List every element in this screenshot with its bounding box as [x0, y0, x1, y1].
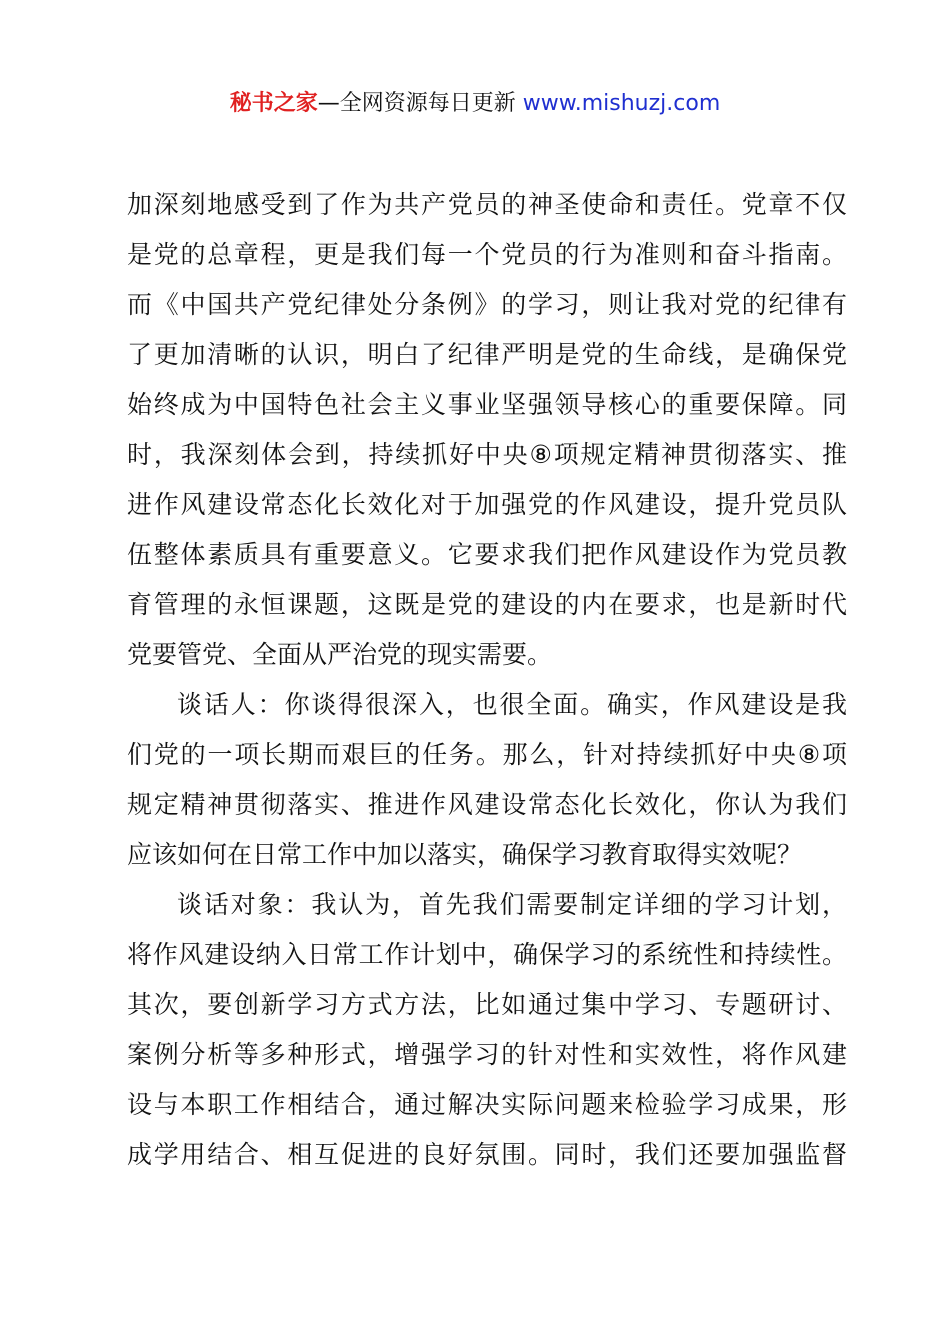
text-line: 始终成为中国特色社会主义事业坚强领导核心的重要保障。同 — [127, 390, 847, 419]
paragraph-first-line: 谈话对象：我认为，首先我们需要制定详细的学习计划， — [177, 890, 847, 919]
text-line: 规定精神贯彻落实、推进作风建设常态化长效化，你认为我们 — [127, 790, 847, 819]
text-line: 案例分析等多种形式，增强学习的针对性和实效性，将作风建 — [127, 1040, 847, 1069]
text-line: 成学用结合、相互促进的良好氛围。同时，我们还要加强监督 — [127, 1140, 847, 1169]
text-line: 时，我深刻体会到，持续抓好中央⑧项规定精神贯彻落实、推 — [127, 440, 847, 469]
brand-name: 秘书之家 — [229, 91, 318, 116]
text-line: 党要管党、全面从严治党的现实需要。 — [127, 640, 553, 669]
text-line: 将作风建设纳入日常工作计划中，确保学习的系统性和持续性。 — [127, 940, 847, 969]
paragraph-first-line: 谈话人：你谈得很深入，也很全面。确实，作风建设是我 — [177, 690, 847, 719]
site-url-link[interactable]: www.mishuzj.com — [522, 91, 721, 116]
page-header — [0, 86, 950, 122]
text-line: 们党的一项长期而艰巨的任务。那么，针对持续抓好中央⑧项 — [127, 740, 847, 769]
text-line: 是党的总章程，更是我们每一个党员的行为准则和奋斗指南。 — [127, 240, 847, 269]
text-line: 设与本职工作相结合，通过解决实际问题来检验学习成果，形 — [127, 1090, 847, 1119]
text-line: 育管理的永恒课题，这既是党的建设的内在要求，也是新时代 — [127, 590, 847, 619]
text-line: 了更加清晰的认识，明白了纪律严明是党的生命线，是确保党 — [127, 340, 847, 369]
text-line: 应该如何在日常工作中加以落实，确保学习教育取得实效呢？ — [127, 840, 803, 869]
text-line: 伍整体素质具有重要意义。它要求我们把作风建设作为党员教 — [127, 540, 847, 569]
text-line: 进作风建设常态化长效化对于加强党的作风建设，提升党员队 — [127, 490, 847, 519]
text-line: 其次，要创新学习方式方法，比如通过集中学习、专题研讨、 — [127, 990, 847, 1019]
text-line: 加深刻地感受到了作为共产党员的神圣使命和责任。党章不仅 — [127, 190, 847, 219]
header-tagline: —全网资源每日更新 — [317, 91, 523, 116]
document-body — [127, 180, 847, 1180]
text-line: 而《中国共产党纪律处分条例》的学习，则让我对党的纪律有 — [127, 290, 847, 319]
